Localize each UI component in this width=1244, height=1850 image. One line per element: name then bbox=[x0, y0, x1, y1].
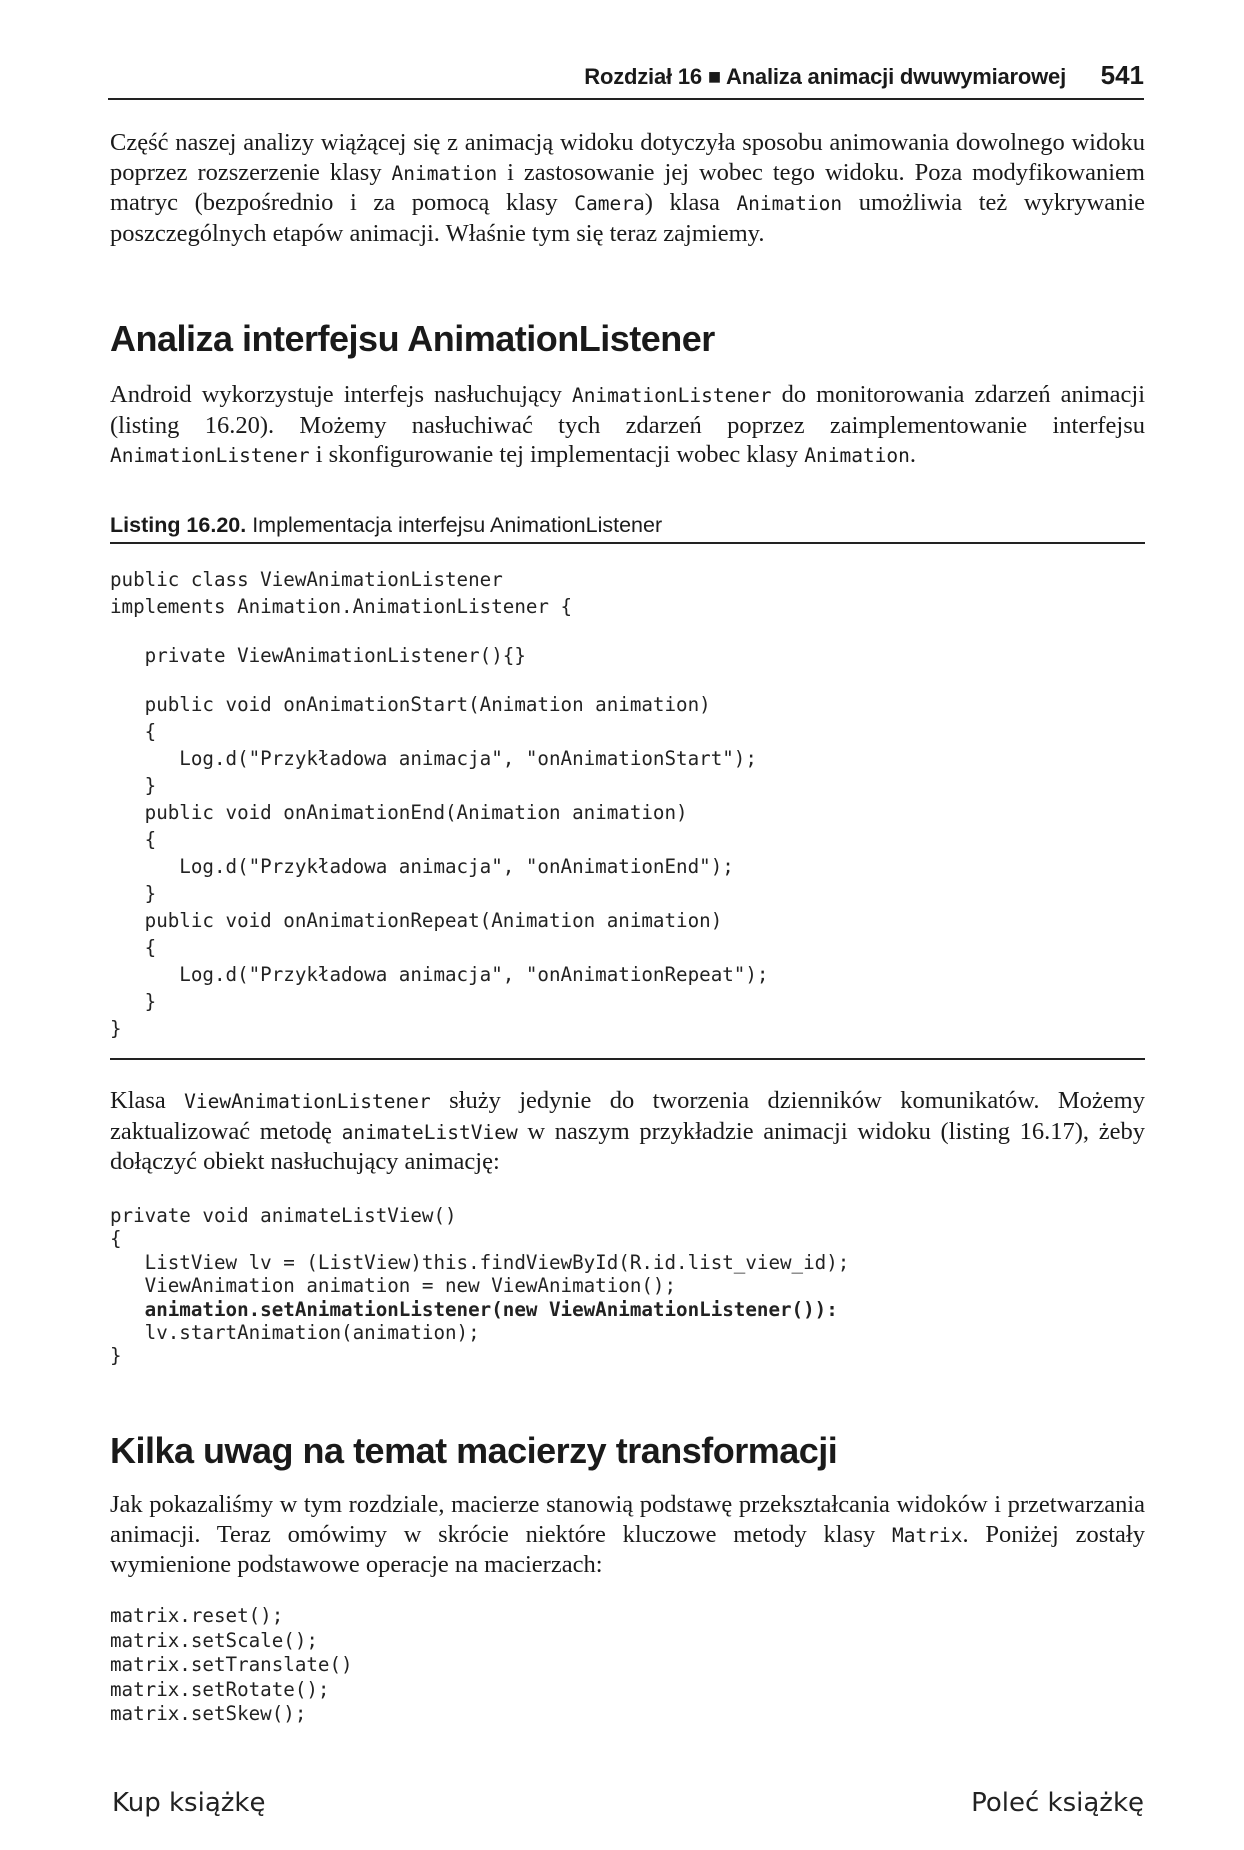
code-line: public void onAnimationEnd(Animation animation) bbox=[110, 801, 688, 824]
listing-code-block bbox=[110, 566, 768, 1042]
code-line bbox=[110, 620, 768, 642]
listing-caption-text: Implementacja interfejsu AnimationListener bbox=[246, 513, 663, 537]
code-line: public class ViewAnimationListener bbox=[110, 568, 503, 591]
code-line: { bbox=[110, 1227, 122, 1251]
section1-paragraph: Android wykorzystuje interfejs nasłuchujący AnimationListener do monitorowania zdarzeń animacji (listing 16.20). Możemy nasłuchiwać tych zdarzeń poprzez zaimplementowanie interfejsu AnimationListener i skonfigurowanie tej implementacji wobec klasy Animation. bbox=[110, 381, 1145, 468]
code-line: private ViewAnimationListener(){} bbox=[110, 644, 526, 667]
code-line: } bbox=[110, 1344, 122, 1368]
listing-end-rule bbox=[110, 1058, 1145, 1060]
intro-paragraph: Część naszej analizy wiążącej się z animacją widoku dotyczyła sposobu animowania dowolnego widoku poprzez rozszerzenie klasy Animation i zastosowanie jej wobec tego widoku. Poza modyfikowaniem matryc (bezpośrednio i za pomocą klasy Camera) klasa Animation umożliwia też wykrywanie poszczególnych etapów animacji. Właśnie tym się teraz zajmiemy. bbox=[110, 129, 1145, 247]
recommend-book-link[interactable]: Poleć książkę bbox=[971, 1788, 1144, 1818]
code-line: public void onAnimationStart(Animation animation) bbox=[110, 693, 711, 716]
after-listing-paragraph: Klasa ViewAnimationListener służy jedynie do tworzenia dzienników komunikatów. Możemy zaktualizować metodę animateListView w naszym przykładzie animacji widoku (listing 16.17), żeby dołączyć obiekt nasłuchujący animację: bbox=[110, 1087, 1145, 1175]
section-heading-matrix: Kilka uwag na temat macierzy transformacji bbox=[110, 1430, 838, 1471]
code-line: Log.d("Przykładowa animacja", "onAnimationStart"); bbox=[110, 747, 757, 770]
buy-book-link[interactable]: Kup książkę bbox=[112, 1788, 266, 1818]
code-line bbox=[110, 669, 768, 691]
code-line: { bbox=[110, 936, 157, 959]
section-heading-animation-listener: Analiza interfejsu AnimationListener bbox=[110, 318, 715, 359]
code-line: matrix.reset(); bbox=[110, 1604, 284, 1627]
code-line: Log.d("Przykładowa animacja", "onAnimationEnd"); bbox=[110, 855, 734, 878]
code-line: public void onAnimationRepeat(Animation animation) bbox=[110, 909, 723, 932]
code-line: matrix.setRotate(); bbox=[110, 1677, 330, 1701]
code-line: ViewAnimation animation = new ViewAnimation(); bbox=[110, 1274, 677, 1298]
code-line: private void animateListView() bbox=[110, 1204, 457, 1227]
code-line: { bbox=[110, 720, 157, 743]
code-line: } bbox=[110, 990, 157, 1013]
code-line: ListView lv = (ListView)this.findViewById(R.id.list_view_id); bbox=[110, 1250, 850, 1274]
code-line: } bbox=[110, 774, 157, 797]
running-header bbox=[108, 58, 1144, 100]
code-line: matrix.setScale(); bbox=[110, 1628, 318, 1652]
code-line: { bbox=[110, 828, 157, 851]
section2-paragraph: Jak pokazaliśmy w tym rozdziale, macierze stanowią podstawę przekształcania widoków i przetwarzania animacji. Teraz omówimy w skrócie niektóre kluczowe metody klasy Matrix. Poniżej zostały wymienione podstawowe operacje na macierzach: bbox=[110, 1491, 1145, 1578]
code-line: } bbox=[110, 1017, 122, 1040]
code-line-highlighted: animation.setAnimationListener(new ViewAnimationListener()): bbox=[110, 1297, 838, 1321]
code-line: matrix.setSkew(); bbox=[110, 1702, 307, 1725]
code-line: matrix.setTranslate() bbox=[110, 1653, 353, 1676]
listing-label: Listing 16.20. bbox=[110, 513, 247, 537]
code-line: } bbox=[110, 882, 157, 905]
listing-caption bbox=[110, 513, 1145, 544]
code-line: implements Animation.AnimationListener { bbox=[110, 595, 573, 618]
page-number: 541 bbox=[1100, 60, 1144, 90]
code-line: Log.d("Przykładowa animacja", "onAnimationRepeat"); bbox=[110, 963, 769, 986]
matrix-operations-code bbox=[110, 1604, 353, 1727]
animate-list-view-code bbox=[110, 1204, 849, 1368]
chapter-title: Rozdział 16 ■ Analiza animacji dwuwymiarowej bbox=[584, 64, 1066, 89]
code-line: lv.startAnimation(animation); bbox=[110, 1320, 480, 1344]
